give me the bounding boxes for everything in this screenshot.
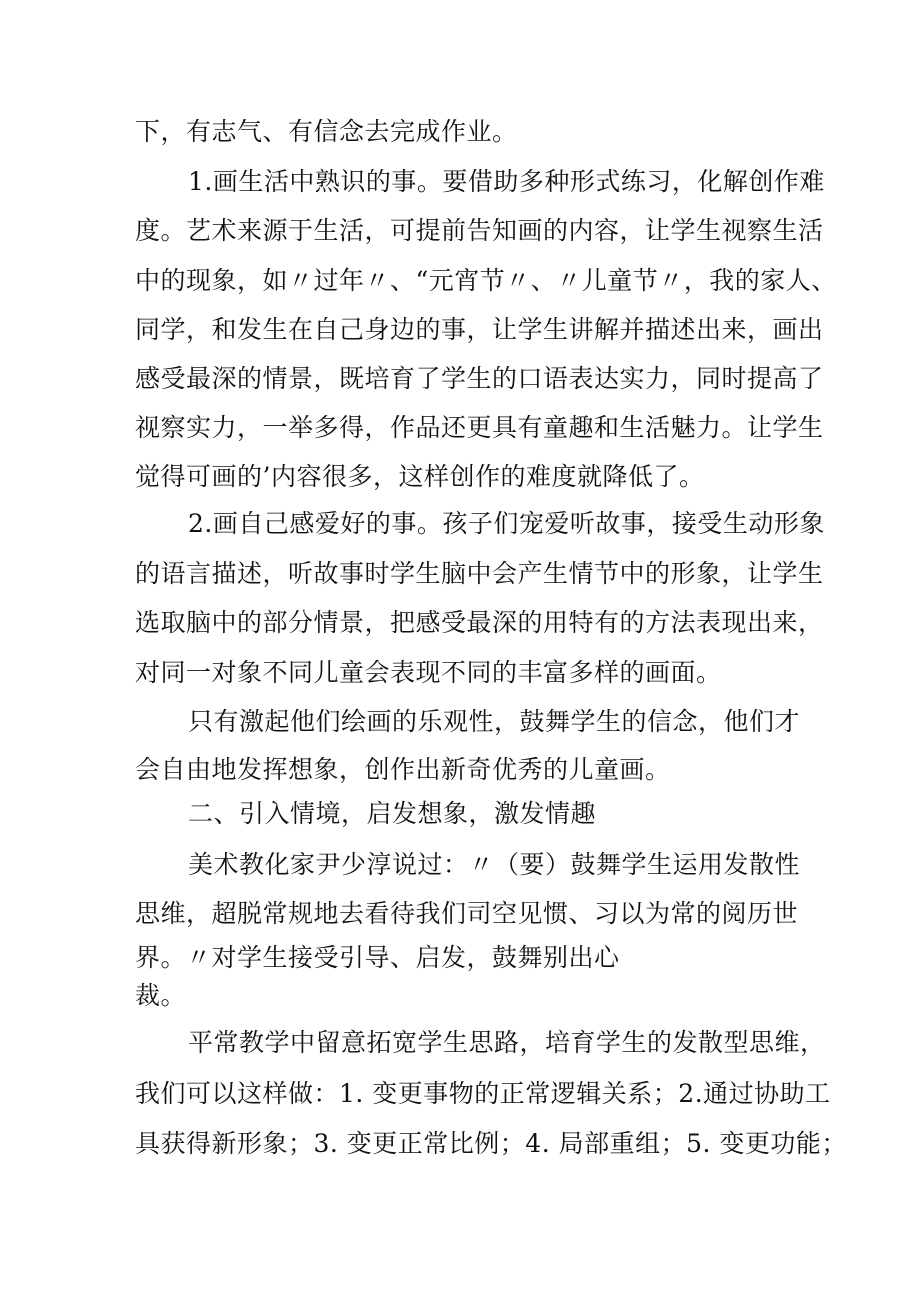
text-line: 中的现象，如〃过年〃、“元宵节〃、〃儿童节〃，我的家人、 (135, 266, 837, 295)
text-line: 平常教学中留意拓宽学生思路，培育学生的发散型思维， (188, 1028, 826, 1057)
text-line: 度。艺术来源于生活，可提前告知画的内容，让学生视察生活 (135, 216, 824, 245)
text-line: 感受最深的情景，既培育了学生的口语表达实力，同时提高了 (135, 364, 824, 393)
text-line: 选取脑中的部分情景，把感受最深的用特有的方法表现出来， (135, 608, 824, 637)
text-line: 的语言描述，听故事时学生脑中会产生情节中的形象，让学生 (135, 559, 824, 588)
section-heading: 二、引入情境，启发想象，激发情趣 (188, 799, 597, 828)
text-line: 2.画自己感爱好的事。孩子们宠爱听故事，接受生动形象 (188, 509, 825, 538)
text-line: 只有激起他们绘画的乐观性，鼓舞学生的信念，他们才 (188, 707, 801, 736)
text-line: 会自由地发挥想象，创作出新奇优秀的儿童画。 (135, 755, 671, 784)
text-line: 视察实力，一举多得，作品还更具有童趣和生活魅力。让学生 (135, 413, 824, 442)
text-line: 美术教化家尹少淳说过：〃（要）鼓舞学生运用发散性 (188, 850, 801, 879)
text-line: 具获得新形象；3. 变更正常比例；4. 局部重组；5. 变更功能； (135, 1129, 847, 1158)
text-line: 下，有志气、有信念去完成作业。 (135, 117, 518, 146)
text-line: 我们可以这样做：1. 变更事物的正常逻辑关系；2.通过协助工 (135, 1079, 831, 1108)
text-line: 同学，和发生在自己身边的事，让学生讲解并描述出来，画出 (135, 315, 824, 344)
text-line: 觉得可画的’内容很多，这样创作的难度就降低了。 (135, 462, 705, 491)
text-line: 裁。 (135, 981, 187, 1010)
text-line: 1.画生活中熟识的事。要借助多种形式练习，化解创作难 (188, 167, 825, 196)
text-line: 对同一对象不同儿童会表现不同的丰富多样的画面。 (135, 658, 722, 687)
text-line: 界。〃对学生接受引导、启发，鼓舞别出心 (135, 943, 620, 972)
text-line: 思维，超脱常规地去看待我们司空见惯、习以为常的阅历世 (135, 899, 799, 928)
